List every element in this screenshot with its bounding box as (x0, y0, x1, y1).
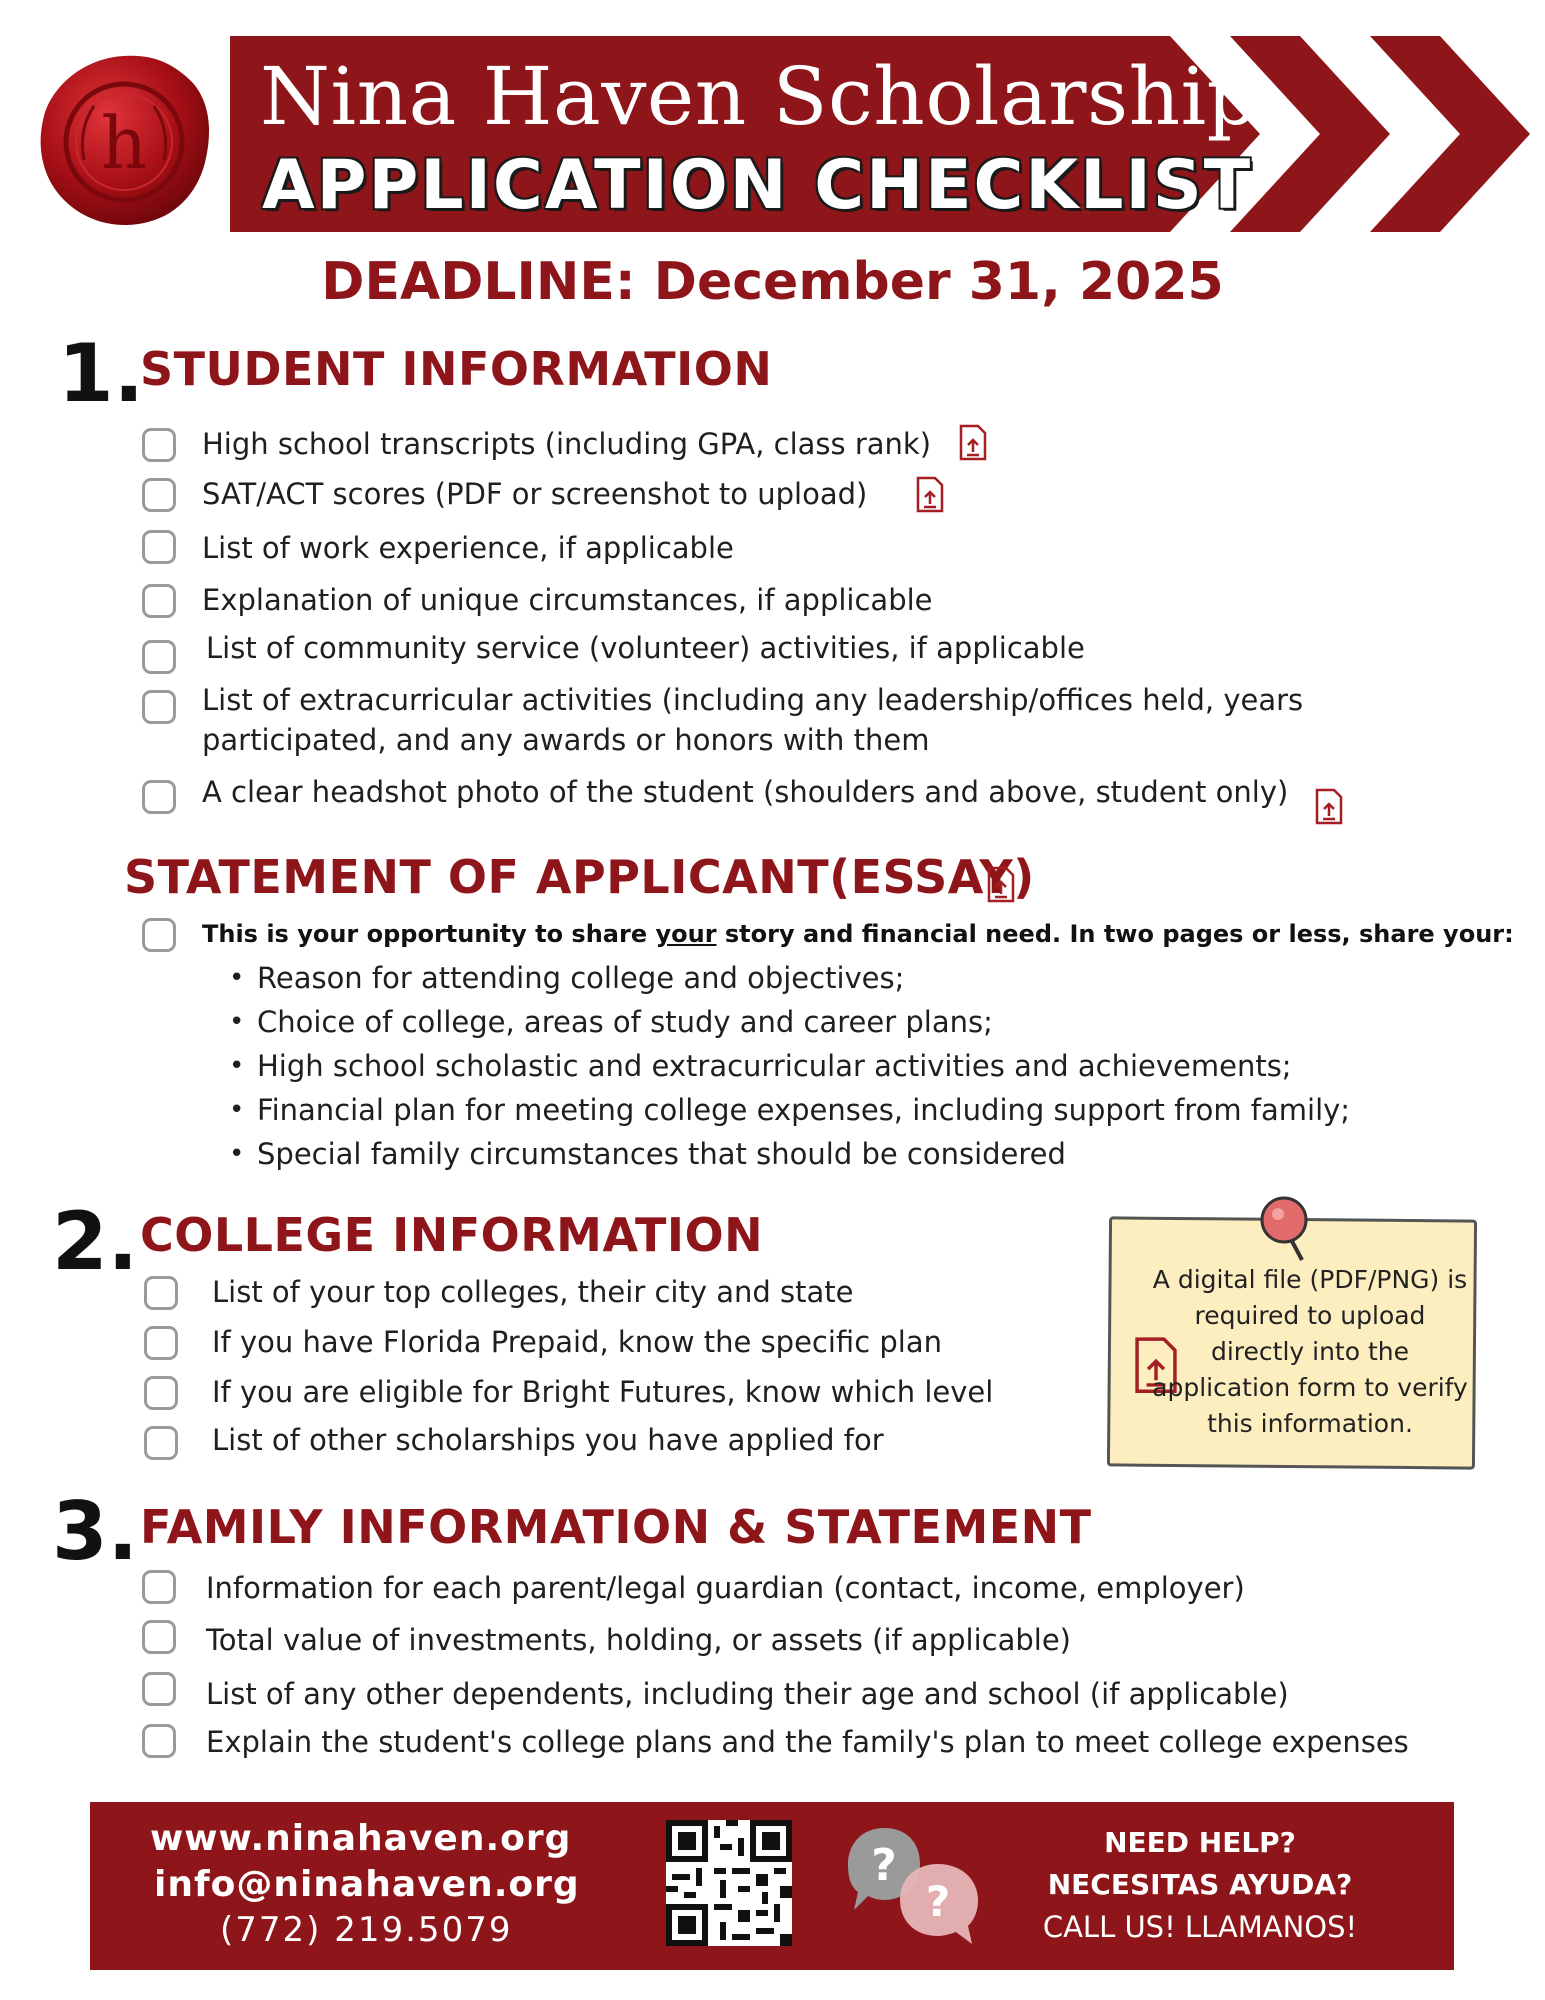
upload-file-icon (958, 424, 988, 462)
checklist-item: Explanation of unique circumstances, if applicable (202, 583, 933, 617)
list-item: • Reason for attending college and objectives; (225, 956, 1350, 1000)
list-item: • Special family circumstances that should be considered (225, 1132, 1350, 1176)
checklist-item: Explain the student's college plans and the family's plan to meet college expenses (206, 1725, 1409, 1759)
phone-number[interactable]: (772) 219.5079 (220, 1910, 513, 1950)
help-text-en: NEED HELP? (1104, 1826, 1296, 1859)
checkbox[interactable] (144, 1326, 178, 1360)
checkbox[interactable] (142, 1570, 176, 1604)
checklist-item: List of any other dependents, including their age and school (if applicable) (206, 1677, 1289, 1711)
checkbox[interactable] (142, 428, 176, 462)
essay-bullet-list (225, 956, 1350, 1176)
call-us-text: CALL US! LLAMANOS! (1042, 1910, 1358, 1944)
section-number: 2. (52, 1195, 139, 1288)
checklist-item: Information for each parent/legal guardian (contact, income, employer) (206, 1571, 1245, 1605)
qr-code[interactable] (666, 1820, 792, 1946)
section-number: 3. (52, 1485, 139, 1578)
pushpin-icon (1256, 1194, 1316, 1264)
list-item: • High school scholastic and extracurricular activities and achievements; (225, 1044, 1350, 1088)
checkbox[interactable] (142, 640, 176, 674)
help-text-es: NECESITAS AYUDA? (1047, 1868, 1353, 1901)
section-title-college-info: COLLEGE INFORMATION (140, 1208, 764, 1262)
deadline: DEADLINE: December 31, 2025 (321, 252, 1224, 312)
checklist-item: SAT/ACT scores (PDF or screenshot to upload) (202, 477, 868, 511)
list-item: • Choice of college, areas of study and career plans; (225, 1000, 1350, 1044)
svg-text:?: ? (925, 1877, 951, 1926)
checkbox[interactable] (142, 478, 176, 512)
checkbox[interactable] (142, 780, 176, 814)
upload-file-icon (915, 476, 945, 514)
checklist-item: Total value of investments, holding, or assets (if applicable) (206, 1623, 1071, 1657)
checklist-item: List of extracurricular activities (including any leadership/offices held, years participated, and any awards or honors with them (202, 683, 1304, 757)
scholarship-title: Nina Haven Scholarship (260, 50, 1259, 143)
checkbox[interactable] (144, 1276, 178, 1310)
checklist-item: If you have Florida Prepaid, know the specific plan (212, 1325, 942, 1359)
email-link[interactable]: info@ninahaven.org (154, 1864, 580, 1905)
checkbox[interactable] (142, 1672, 176, 1706)
website-link[interactable]: www.ninahaven.org (150, 1818, 572, 1859)
essay-intro-emphasis: your (655, 920, 717, 948)
upload-file-icon (1314, 788, 1344, 826)
checklist-item: List of work experience, if applicable (202, 531, 734, 565)
section-title-essay: STATEMENT OF APPLICANT(ESSAY) (124, 850, 1035, 904)
seal-letter: h (100, 101, 148, 185)
checklist-item: List of your top colleges, their city and state (212, 1275, 854, 1309)
checklist-item: High school transcripts (including GPA, class rank) (202, 427, 932, 461)
list-item: • Financial plan for meeting college expenses, including support from family; (225, 1088, 1350, 1132)
section-number: 1. (58, 327, 145, 420)
checklist-item: List of community service (volunteer) activities, if applicable (206, 631, 1085, 665)
section-title-family-info: FAMILY INFORMATION & STATEMENT (140, 1500, 1092, 1554)
checkbox[interactable] (144, 1426, 178, 1460)
checkbox[interactable] (142, 1724, 176, 1758)
checklist-item: A clear headshot photo of the student (shoulders and above, student only) (202, 775, 1289, 809)
checklist-item: If you are eligible for Bright Futures, know which level (212, 1375, 994, 1409)
checkbox[interactable] (144, 1376, 178, 1410)
checklist-subtitle: APPLICATION CHECKLIST (262, 146, 1253, 225)
svg-text:?: ? (871, 1840, 897, 1891)
checkbox[interactable] (142, 690, 176, 724)
checkbox[interactable] (142, 584, 176, 618)
upload-file-icon (986, 866, 1016, 904)
essay-intro: This is your opportunity to share your story and financial need. In two pages or less, share your: (202, 920, 1514, 948)
checkbox[interactable] (142, 530, 176, 564)
section-title-student-info: STUDENT INFORMATION (140, 342, 773, 396)
question-bubbles-icon (844, 1820, 984, 1950)
note-text: A digital file (PDF/PNG) is required to upload directly into the application form to verify this information. (1152, 1265, 1468, 1438)
chevron-arrow-icon (1370, 36, 1545, 232)
checkbox[interactable] (142, 1620, 176, 1654)
wax-seal-logo (34, 50, 214, 230)
checklist-item: List of other scholarships you have applied for (212, 1423, 884, 1457)
checkbox[interactable] (142, 918, 176, 952)
